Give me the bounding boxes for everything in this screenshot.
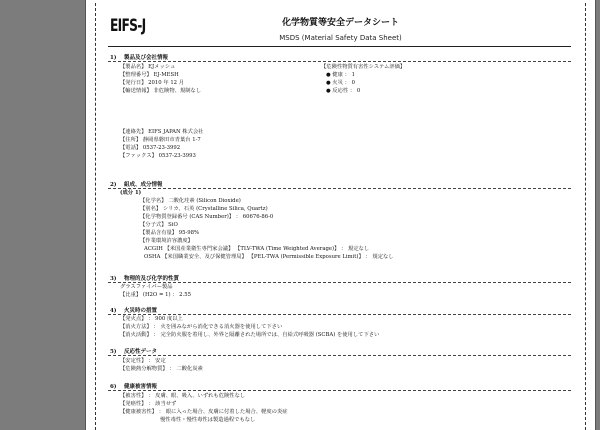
chemical-name: 【化学名】 二酸化珪素 (Silicon Dioxide) <box>140 198 241 204</box>
cas-number: 【化学物質登録番号 (CAS Number)】 ： 60676-86-0 <box>140 214 274 220</box>
section-2-rule <box>108 188 571 189</box>
stability: 【安定性】 ： 安定 <box>120 358 166 364</box>
specific-gravity: 【比重】 (H2O = 1) ： 2.55 <box>120 292 191 298</box>
osha-limit: OSHA 【米国職業安全、及び保健管理局】 【PEL-TWA (Permissible Exposure Limit)】 ： 規定なし <box>144 254 394 260</box>
section-5-heading: 5) 反応性データ <box>110 349 158 355</box>
ignition-point: 【発火点】 ： 900 度以上 <box>120 316 183 322</box>
exposure-limit-title: 【作業環境許容濃度】 <box>140 238 193 244</box>
transport-info: 【輸送情報】 非危険物、規制なし <box>120 88 202 94</box>
molecular-formula: 【分子式】 SiO <box>140 222 178 228</box>
product-content: 【製品含有量】 95-98% <box>140 230 200 236</box>
section-6-heading: 6) 健康被害情報 <box>110 384 158 390</box>
chronic-toxicity: 慢性毒性・慢性毒性は製造過程でもなし <box>160 417 256 423</box>
decomposition-products: 【危険熱分解物質】 ： 二酸化炭素 <box>120 366 203 372</box>
title-rule <box>108 46 571 47</box>
section-2-heading: 2) 組成、成分情報 <box>110 182 163 188</box>
address: 【住所】 静岡県磐田市青葉台 1-7 <box>120 137 201 143</box>
hazard-reactivity: ● 反応性 ： 0 <box>326 88 361 94</box>
document-subtitle: MSDS (Material Safety Data Sheet) <box>279 34 402 42</box>
alias: 【別名】 シリカ、石英 (Crystalline Silica, Quartz) <box>140 206 268 212</box>
company-logo: EIFS-J <box>110 16 146 36</box>
section-1-heading: 1) 製品及び会社情報 <box>110 55 169 61</box>
section-5-rule <box>108 355 571 356</box>
carcinogenicity: 【発癌性】 ： 該当せず <box>120 401 177 407</box>
firefighting: 【消火活動】 ： 完全防火服を着用し、外界と隔離された場所では、自給式呼吸器 (SCBA) を使用して下さい <box>120 332 380 338</box>
component-label: (成分 1) <box>120 190 142 196</box>
document-page <box>85 0 596 430</box>
extinguishing-method: 【消火方法】 ： 火を囲みながら消化できる消火器を使用して下さい <box>120 324 283 330</box>
section-6-rule <box>108 390 571 391</box>
issue-date: 【発行日】 2010 年 12 月 <box>120 80 185 86</box>
section-4-heading: 4) 火災時の措置 <box>110 308 158 314</box>
hazard-health: ● 健康 ： 1 <box>326 72 355 78</box>
hazard-rating-title: 【危険性物質有害性システム評価】 <box>321 64 406 70</box>
reference-number: 【整理番号】 EJ-MESH <box>120 72 179 78</box>
product-name: 【製品名】 EJメッシュ <box>120 64 176 70</box>
hazard-fire: ● 火災 ： 0 <box>326 80 355 86</box>
contact: 【連絡先】 EIFS JAPAN 株式会社 <box>120 129 204 135</box>
section-3-heading: 3) 物理的及び化学的性質 <box>110 276 180 282</box>
document-title: 化学物質等安全データシート <box>281 18 399 28</box>
health-hazard: 【健康被害性】 ： 眼に入った場合、皮膚に付着した場合、軽度の炎症 <box>120 409 288 415</box>
product-type: グラスファイバー製品 <box>120 284 173 290</box>
section-3-rule <box>108 282 571 283</box>
right-perforation <box>585 3 586 430</box>
section-4-rule <box>108 314 571 315</box>
exposure-hazard: 【被害性】 ： 皮膚、眼、吸入、いずれも危険性なし <box>120 393 246 399</box>
fax: 【ファックス】 0537-23-3993 <box>120 153 196 159</box>
left-perforation <box>95 3 96 430</box>
acgih-limit: ACGIH 【米国産業衛生専門家会議】 【TLV-TWA (Time Weighted Average)】 ： 規定なし <box>144 246 370 252</box>
phone: 【電話】 0537-23-3992 <box>120 145 181 151</box>
section-1-rule <box>108 61 571 62</box>
